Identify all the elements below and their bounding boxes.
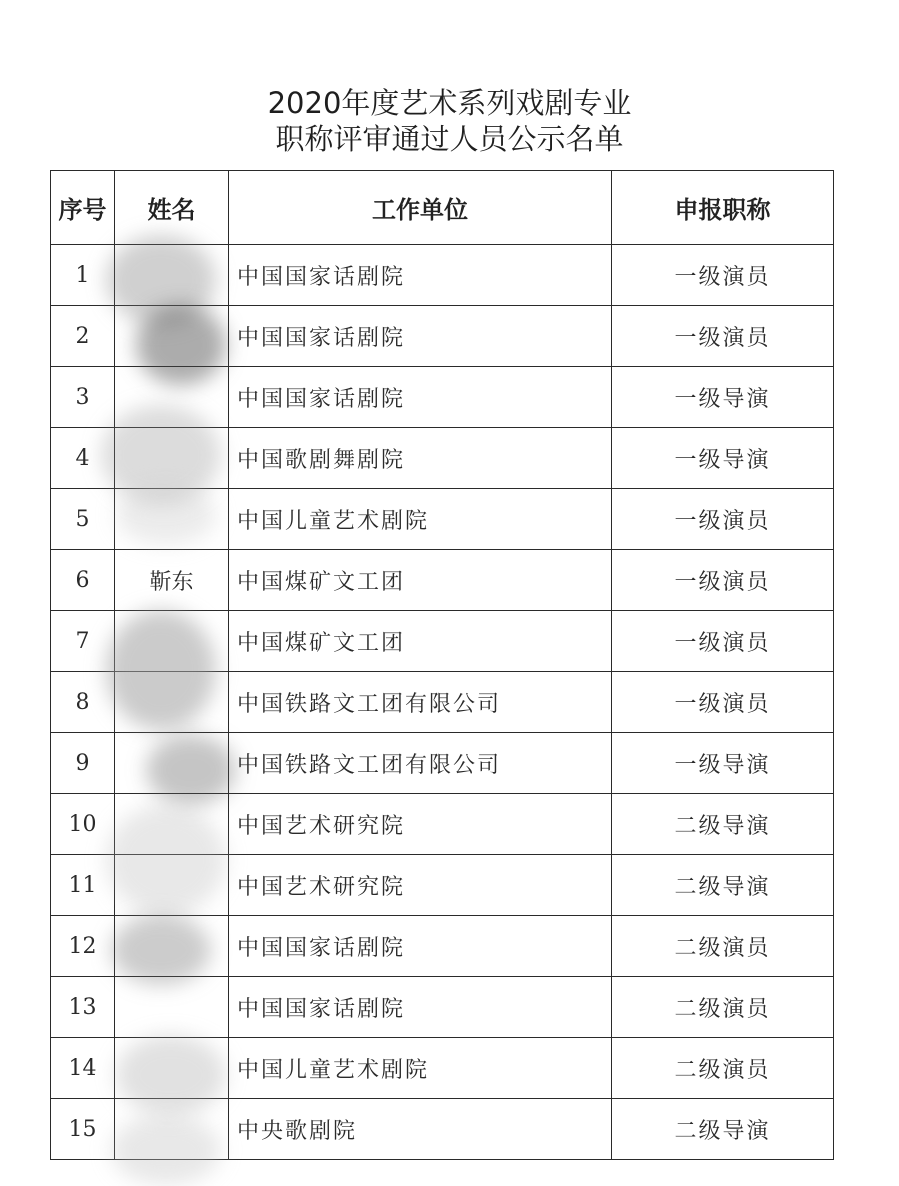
header-work-unit: 工作单位: [229, 171, 612, 245]
row-title: 一级演员: [612, 306, 834, 367]
row-number: 6: [51, 550, 115, 611]
header-title: 申报职称: [612, 171, 834, 245]
row-work-unit: 中国铁路文工团有限公司: [229, 733, 612, 794]
row-number: 10: [51, 794, 115, 855]
row-work-unit: 中国艺术研究院: [229, 794, 612, 855]
row-title: 一级演员: [612, 611, 834, 672]
row-name: [115, 794, 229, 855]
row-name: [115, 367, 229, 428]
table-row: [51, 916, 834, 977]
table-row: [51, 1099, 834, 1160]
row-name: [115, 1038, 229, 1099]
row-title: 二级演员: [612, 977, 834, 1038]
table-row: [51, 550, 834, 611]
row-work-unit: 中国歌剧舞剧院: [229, 428, 612, 489]
row-name: [115, 611, 229, 672]
row-title: 二级导演: [612, 855, 834, 916]
row-title: 一级演员: [612, 489, 834, 550]
header-name: 姓名: [115, 171, 229, 245]
row-work-unit: 中央歌剧院: [229, 1099, 612, 1160]
row-number: 4: [51, 428, 115, 489]
row-name: [115, 306, 229, 367]
document-title-line-2: 职称评审通过人员公示名单: [275, 122, 624, 156]
row-work-unit: 中国煤矿文工团: [229, 611, 612, 672]
row-number: 15: [51, 1099, 115, 1160]
row-title: 二级演员: [612, 1038, 834, 1099]
table-row: [51, 489, 834, 550]
row-name: [115, 1099, 229, 1160]
row-work-unit: 中国艺术研究院: [229, 855, 612, 916]
table-row: [51, 367, 834, 428]
table-header-row: [51, 171, 834, 245]
row-work-unit: 中国国家话剧院: [229, 916, 612, 977]
document-title-line-1: 2020年度艺术系列戏剧专业: [267, 86, 632, 120]
row-number: 12: [51, 916, 115, 977]
row-work-unit: 中国儿童艺术剧院: [229, 1038, 612, 1099]
table-row: [51, 733, 834, 794]
row-work-unit: 中国铁路文工团有限公司: [229, 672, 612, 733]
row-name: [115, 489, 229, 550]
row-number: 13: [51, 977, 115, 1038]
table-row: [51, 306, 834, 367]
row-name: [115, 428, 229, 489]
row-title: 一级演员: [612, 672, 834, 733]
row-work-unit: 中国儿童艺术剧院: [229, 489, 612, 550]
row-name: [115, 855, 229, 916]
table-row: [51, 1038, 834, 1099]
row-name: [115, 977, 229, 1038]
row-name: [115, 245, 229, 306]
row-number: 5: [51, 489, 115, 550]
table-row: [51, 428, 834, 489]
row-title: 一级导演: [612, 428, 834, 489]
table-row: [51, 794, 834, 855]
row-title: 一级导演: [612, 367, 834, 428]
row-title: 一级导演: [612, 733, 834, 794]
row-title: 一级演员: [612, 245, 834, 306]
table-row: [51, 855, 834, 916]
personnel-table: [50, 170, 834, 1160]
row-number: 9: [51, 733, 115, 794]
row-number: 3: [51, 367, 115, 428]
row-name: [115, 916, 229, 977]
table-row: [51, 245, 834, 306]
row-number: 14: [51, 1038, 115, 1099]
row-title: 二级导演: [612, 794, 834, 855]
header-number: 序号: [51, 171, 115, 245]
row-title: 二级演员: [612, 916, 834, 977]
table-row: [51, 611, 834, 672]
table-row: [51, 977, 834, 1038]
row-title: 一级演员: [612, 550, 834, 611]
row-number: 11: [51, 855, 115, 916]
row-work-unit: 中国国家话剧院: [229, 306, 612, 367]
row-work-unit: 中国国家话剧院: [229, 977, 612, 1038]
row-work-unit: 中国国家话剧院: [229, 245, 612, 306]
row-number: 1: [51, 245, 115, 306]
row-work-unit: 中国国家话剧院: [229, 367, 612, 428]
row-name: [115, 733, 229, 794]
row-name: [115, 672, 229, 733]
table-row: [51, 672, 834, 733]
row-number: 8: [51, 672, 115, 733]
row-number: 2: [51, 306, 115, 367]
row-number: 7: [51, 611, 115, 672]
row-work-unit: 中国煤矿文工团: [229, 550, 612, 611]
row-name: 靳东: [115, 550, 229, 611]
row-title: 二级导演: [612, 1099, 834, 1160]
